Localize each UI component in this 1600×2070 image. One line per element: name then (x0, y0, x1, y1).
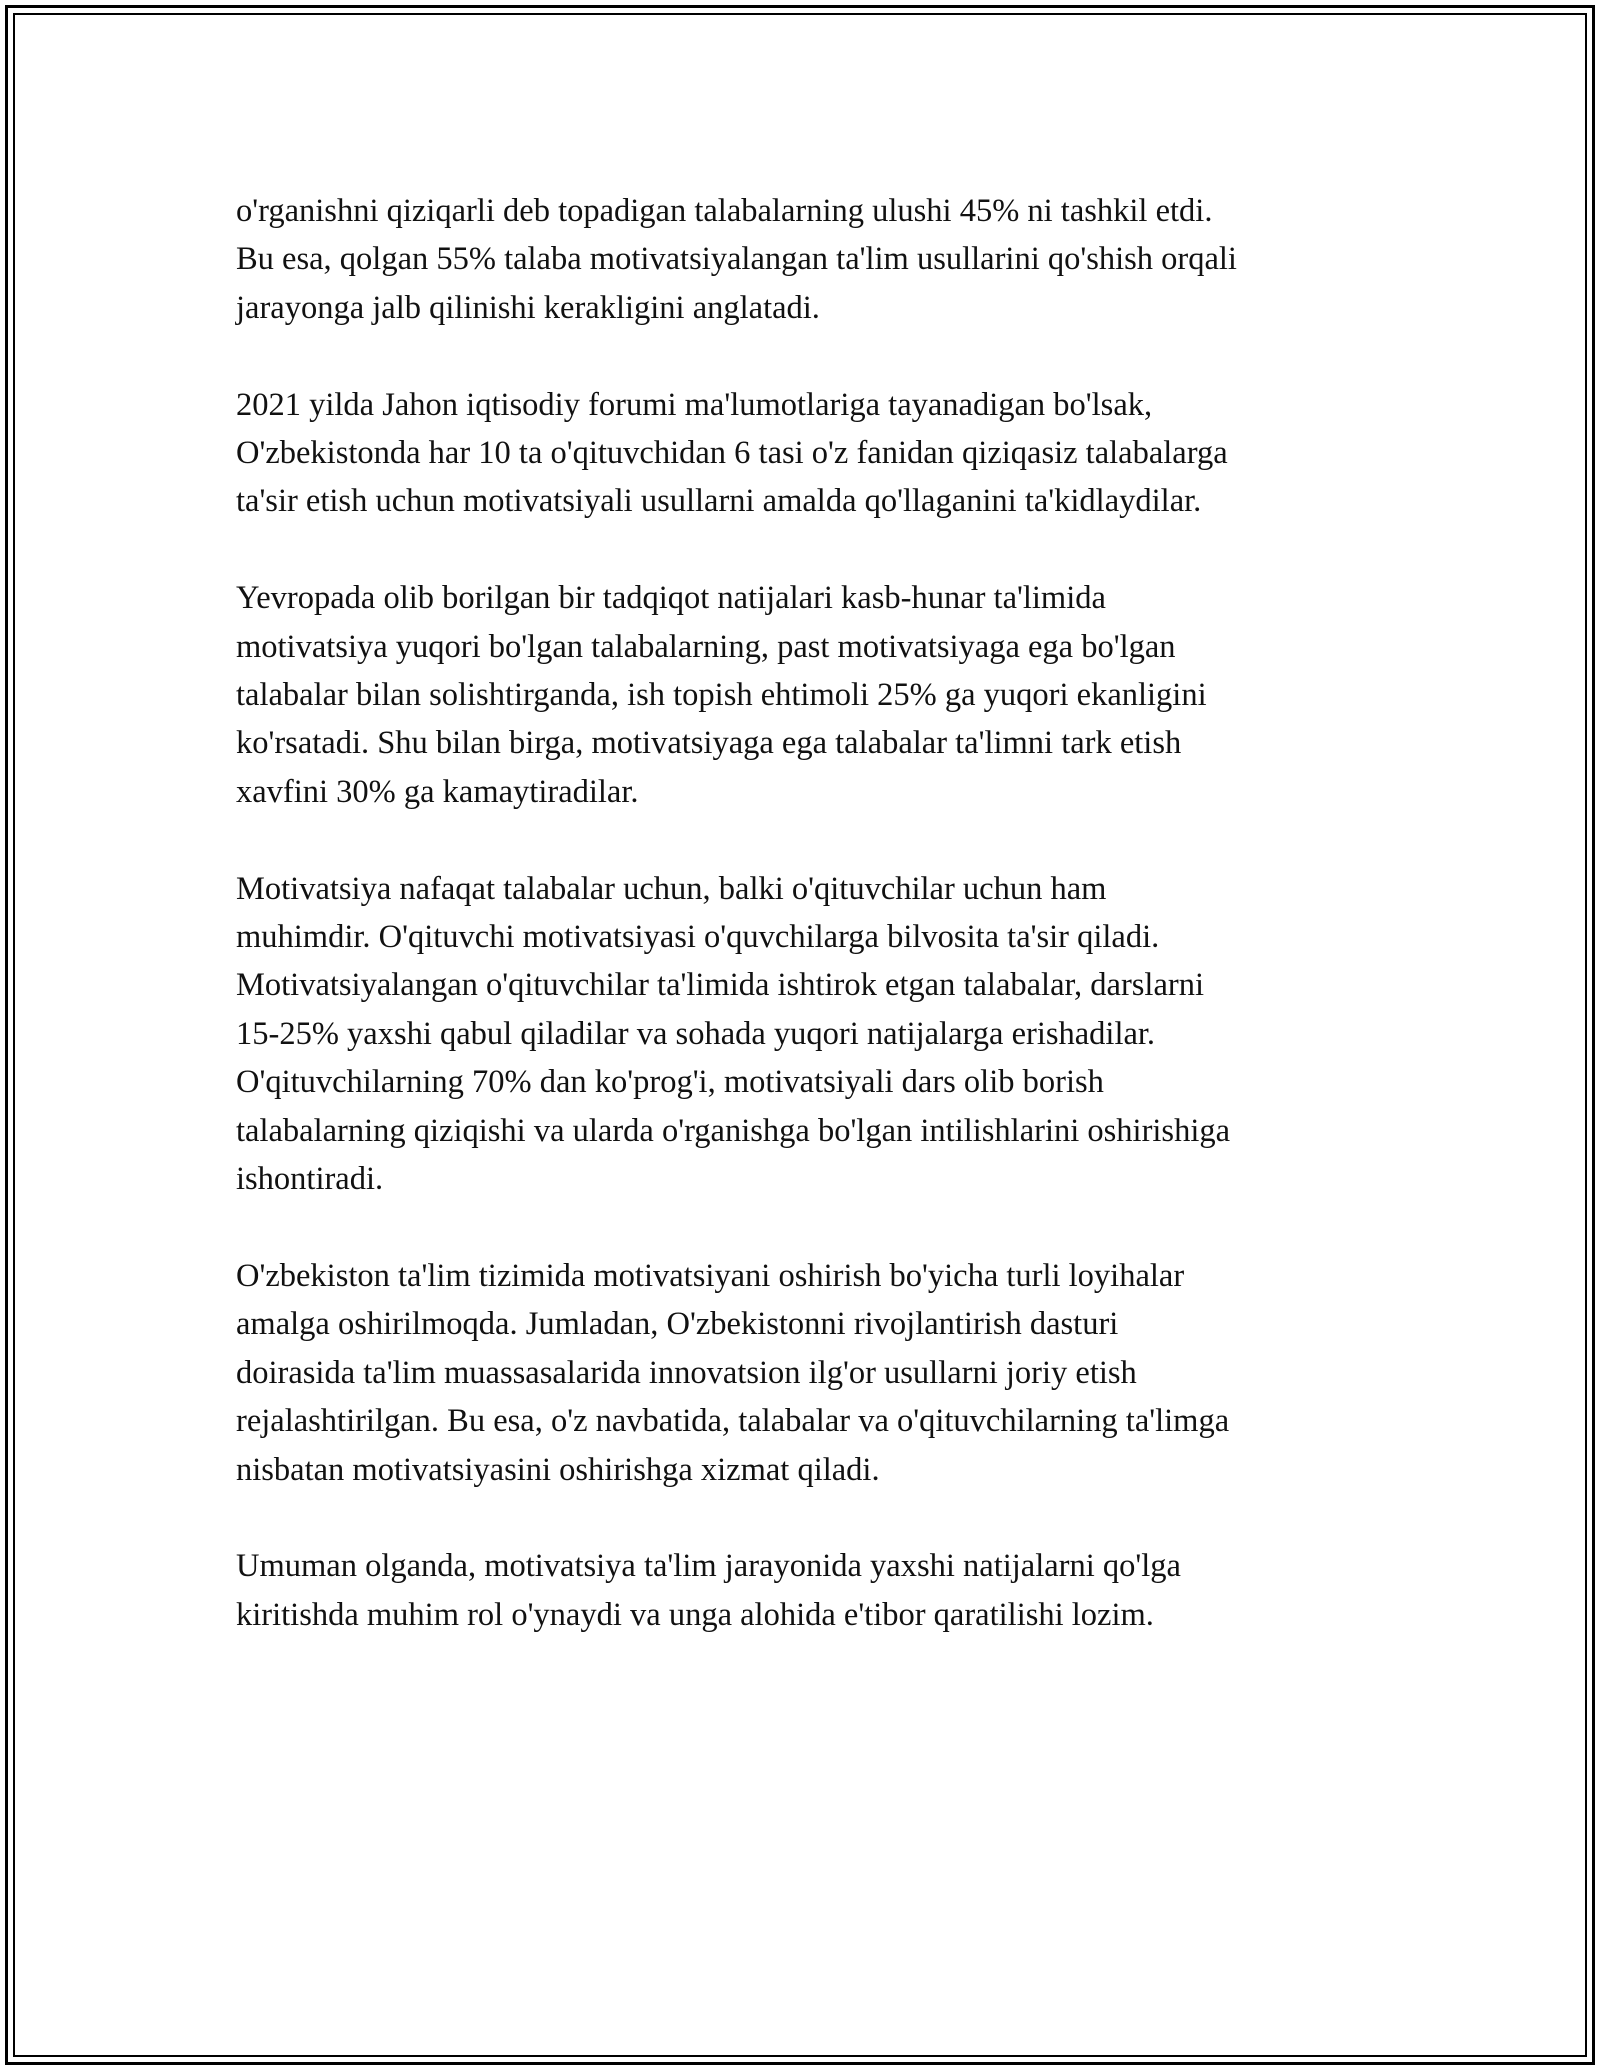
text-line: o'rganishni qiziqarli deb topadigan talabalarning ulushi 45% ni tashkil etdi. (236, 193, 1213, 229)
paragraph-3 (236, 574, 1376, 816)
text-line: jarayonga jalb qilinishi kerakligini anglatadi. (236, 289, 820, 326)
text-line: Motivatsiyalangan o'qituvchilar ta'limida ishtirok etgan talabalar, darslarni (236, 967, 1204, 1004)
text-line: Umuman olganda, motivatsiya ta'lim jarayonida yaxshi natijalarni qo'lga (236, 1548, 1181, 1585)
text-line: ko'rsatadi. Shu bilan birga, motivatsiyaga ega talabalar ta'limni tark etish (236, 725, 1182, 762)
text-line: ishontiradi. (236, 1161, 384, 1198)
text-line: O'zbekiston ta'lim tizimida motivatsiyani oshirish bo'yicha turli loyihalar (236, 1257, 1185, 1294)
paragraph-6 (236, 1542, 1376, 1639)
paragraph-2 (236, 381, 1376, 526)
text-line: kiritishda muhim rol o'ynaydi va unga alohida e'tibor qaratilishi lozim. (236, 1596, 1154, 1633)
text-line: talabalarning qiziqishi va ularda o'rganishga bo'lgan intilishlarini oshirishiga (236, 1112, 1231, 1149)
text-line: muhimdir. O'qituvchi motivatsiyasi o'quvchilarga bilvosita ta'sir qiladi. (236, 919, 1160, 956)
text-line: amalga oshirilmoqda. Jumladan, O'zbekistonni rivojlantirish dasturi (236, 1306, 1119, 1343)
paragraph-5 (236, 1252, 1376, 1494)
text-line: 15-25% yaxshi qabul qiladilar va sohada yuqori natijalarga erishadilar. (236, 1015, 1156, 1052)
text-line: rejalashtirilgan. Bu esa, o'z navbatida, talabalar va o'qituvchilarning ta'limga (236, 1403, 1230, 1440)
text-line: Yevropada olib borilgan bir tadqiqot natijalari kasb-hunar ta'limida (236, 580, 1106, 617)
text-line: O'qituvchilarning 70% dan ko'prog'i, motivatsiyali dars olib borish (236, 1064, 1104, 1101)
text-line: Bu esa, qolgan 55% talaba motivatsiyalangan ta'lim usullarini qo'shish orqali (236, 241, 1237, 278)
text-line: 2021 yilda Jahon iqtisodiy forumi ma'lumotlariga tayanadigan bo'lsak, (236, 386, 1153, 423)
text-line: motivatsiya yuqori bo'lgan talabalarning, past motivatsiyaga ega bo'lgan (236, 628, 1176, 665)
text-line: nisbatan motivatsiyasini oshirishga xizmat qiladi. (236, 1451, 880, 1488)
text-line: doirasida ta'lim muassasalarida innovatsion ilg'or usullarni joriy etish (236, 1354, 1137, 1391)
text-line: Motivatsiya nafaqat talabalar uchun, balki o'qituvchilar uchun ham (236, 870, 1107, 907)
text-line: xavfini 30% ga kamaytiradilar. (236, 773, 639, 810)
paragraph-1 (236, 187, 1376, 332)
paragraph-4 (236, 865, 1376, 1204)
document-body (236, 187, 1376, 1688)
text-line: ta'sir etish uchun motivatsiyali usullarni amalda qo'llaganini ta'kidlaydilar. (236, 483, 1202, 520)
text-line: talabalar bilan solishtirganda, ish topish ehtimoli 25% ga yuqori ekanligini (236, 677, 1207, 714)
text-line: O'zbekistonda har 10 ta o'qituvchidan 6 tasi o'z fanidan qiziqasiz talabalarga (236, 435, 1228, 472)
